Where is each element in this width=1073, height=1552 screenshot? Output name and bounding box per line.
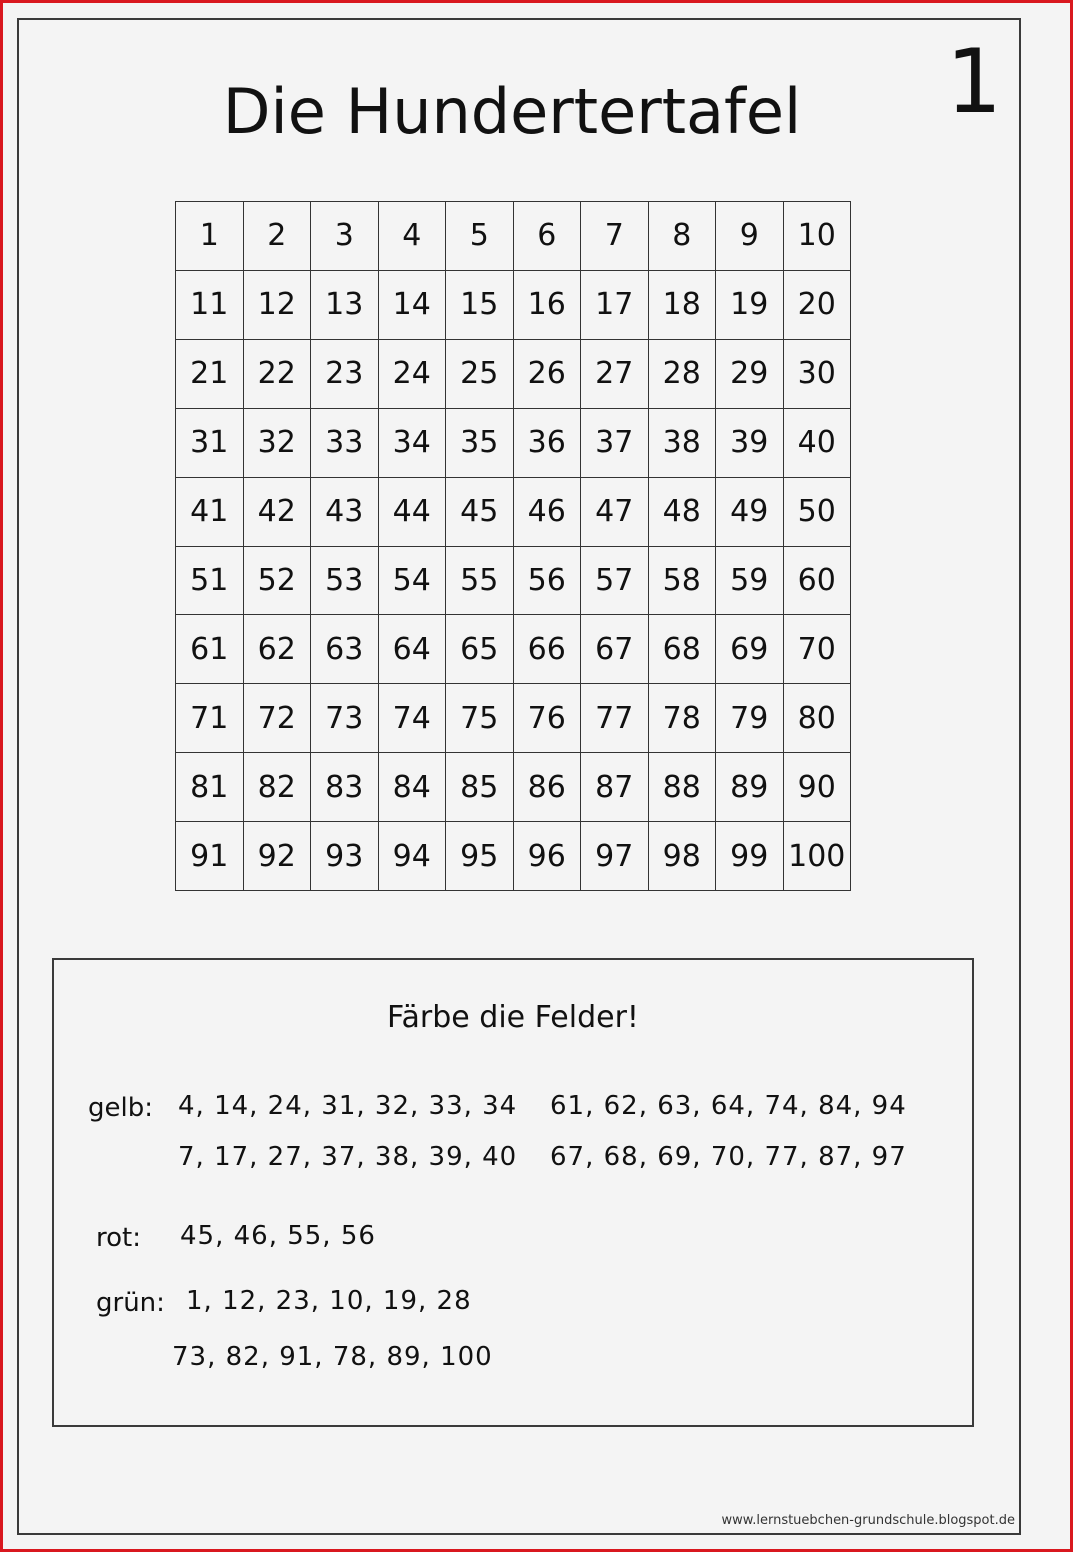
gruen-line-2: 73, 82, 91, 78, 89, 100 (172, 1342, 493, 1372)
grid-cell: 25 (446, 340, 514, 409)
grid-cell: 23 (311, 340, 379, 409)
grid-cell: 85 (446, 753, 514, 822)
grid-cell: 68 (649, 615, 717, 684)
gelb-line-1: 4, 14, 24, 31, 32, 33, 34 (178, 1091, 518, 1121)
grid-cell: 32 (244, 409, 312, 478)
grid-cell: 98 (649, 822, 717, 891)
grid-cell: 3 (311, 202, 379, 271)
grid-cell: 79 (716, 684, 784, 753)
grid-cell: 86 (514, 753, 582, 822)
grid-cell: 24 (379, 340, 447, 409)
grid-cell: 81 (176, 753, 244, 822)
hundred-chart-grid (175, 201, 851, 891)
grid-cell: 90 (784, 753, 852, 822)
grid-cell: 8 (649, 202, 717, 271)
grid-cell: 91 (176, 822, 244, 891)
grid-cell: 1 (176, 202, 244, 271)
rot-line-1: 45, 46, 55, 56 (180, 1221, 376, 1251)
grid-cell: 22 (244, 340, 312, 409)
grid-cell: 20 (784, 271, 852, 340)
grid-cell: 2 (244, 202, 312, 271)
grid-cell: 80 (784, 684, 852, 753)
grid-cell: 30 (784, 340, 852, 409)
grid-cell: 46 (514, 478, 582, 547)
grid-cell: 26 (514, 340, 582, 409)
grid-cell: 82 (244, 753, 312, 822)
grid-cell: 67 (581, 615, 649, 684)
grid-cell: 66 (514, 615, 582, 684)
grid-cell: 64 (379, 615, 447, 684)
grid-cell: 95 (446, 822, 514, 891)
grid-cell: 39 (716, 409, 784, 478)
gelb-line-4: 67, 68, 69, 70, 77, 87, 97 (550, 1142, 907, 1172)
grid-cell: 28 (649, 340, 717, 409)
grid-cell: 35 (446, 409, 514, 478)
grid-cell: 57 (581, 547, 649, 616)
grid-cell: 50 (784, 478, 852, 547)
grid-cell: 56 (514, 547, 582, 616)
grid-cell: 84 (379, 753, 447, 822)
grid-cell: 17 (581, 271, 649, 340)
grid-cell: 43 (311, 478, 379, 547)
grid-cell: 16 (514, 271, 582, 340)
grid-cell: 69 (716, 615, 784, 684)
grid-cell: 6 (514, 202, 582, 271)
grid-cell: 5 (446, 202, 514, 271)
grid-cell: 33 (311, 409, 379, 478)
grid-cell: 53 (311, 547, 379, 616)
grid-cell: 65 (446, 615, 514, 684)
grid-cell: 58 (649, 547, 717, 616)
grid-cell: 62 (244, 615, 312, 684)
sheet-number: 1 (946, 30, 1000, 133)
grid-cell: 19 (716, 271, 784, 340)
grid-cell: 93 (311, 822, 379, 891)
grid-cell: 10 (784, 202, 852, 271)
grid-cell: 18 (649, 271, 717, 340)
grid-cell: 51 (176, 547, 244, 616)
grid-cell: 37 (581, 409, 649, 478)
grid-cell: 54 (379, 547, 447, 616)
grid-cell: 75 (446, 684, 514, 753)
grid-cell: 44 (379, 478, 447, 547)
grid-cell: 14 (379, 271, 447, 340)
grid-cell: 89 (716, 753, 784, 822)
grid-cell: 88 (649, 753, 717, 822)
label-gruen: grün: (96, 1288, 165, 1318)
grid-cell: 36 (514, 409, 582, 478)
grid-cell: 45 (446, 478, 514, 547)
grid-cell: 96 (514, 822, 582, 891)
label-gelb: gelb: (88, 1093, 153, 1123)
grid-cell: 76 (514, 684, 582, 753)
grid-cell: 63 (311, 615, 379, 684)
grid-cell: 71 (176, 684, 244, 753)
task-title: Färbe die Felder! (387, 1000, 639, 1035)
grid-cell: 21 (176, 340, 244, 409)
grid-cell: 74 (379, 684, 447, 753)
grid-cell: 77 (581, 684, 649, 753)
grid-cell: 99 (716, 822, 784, 891)
grid-cell: 52 (244, 547, 312, 616)
grid-cell: 27 (581, 340, 649, 409)
grid-cell: 4 (379, 202, 447, 271)
grid-cell: 78 (649, 684, 717, 753)
grid-cell: 9 (716, 202, 784, 271)
gelb-line-2: 7, 17, 27, 37, 38, 39, 40 (178, 1142, 518, 1172)
grid-cell: 31 (176, 409, 244, 478)
task-box (52, 958, 974, 1427)
grid-cell: 97 (581, 822, 649, 891)
grid-cell: 48 (649, 478, 717, 547)
grid-cell: 15 (446, 271, 514, 340)
grid-cell: 73 (311, 684, 379, 753)
grid-cell: 42 (244, 478, 312, 547)
grid-cell: 7 (581, 202, 649, 271)
grid-cell: 40 (784, 409, 852, 478)
grid-cell: 47 (581, 478, 649, 547)
grid-cell: 83 (311, 753, 379, 822)
footer-url[interactable]: www.lernstuebchen-grundschule.blogspot.de (721, 1513, 1015, 1528)
label-rot: rot: (96, 1223, 141, 1253)
grid-cell: 34 (379, 409, 447, 478)
grid-cell: 29 (716, 340, 784, 409)
gelb-line-3: 61, 62, 63, 64, 74, 84, 94 (550, 1091, 907, 1121)
grid-cell: 92 (244, 822, 312, 891)
grid-cell: 70 (784, 615, 852, 684)
grid-cell: 94 (379, 822, 447, 891)
grid-cell: 55 (446, 547, 514, 616)
grid-cell: 60 (784, 547, 852, 616)
page-title: Die Hundertertafel (222, 75, 802, 148)
grid-cell: 41 (176, 478, 244, 547)
grid-cell: 11 (176, 271, 244, 340)
grid-cell: 72 (244, 684, 312, 753)
grid-cell: 13 (311, 271, 379, 340)
grid-cell: 87 (581, 753, 649, 822)
grid-cell: 49 (716, 478, 784, 547)
grid-cell: 12 (244, 271, 312, 340)
grid-cell: 59 (716, 547, 784, 616)
grid-cell: 100 (784, 822, 852, 891)
grid-cell: 61 (176, 615, 244, 684)
gruen-line-1: 1, 12, 23, 10, 19, 28 (186, 1286, 472, 1316)
grid-cell: 38 (649, 409, 717, 478)
